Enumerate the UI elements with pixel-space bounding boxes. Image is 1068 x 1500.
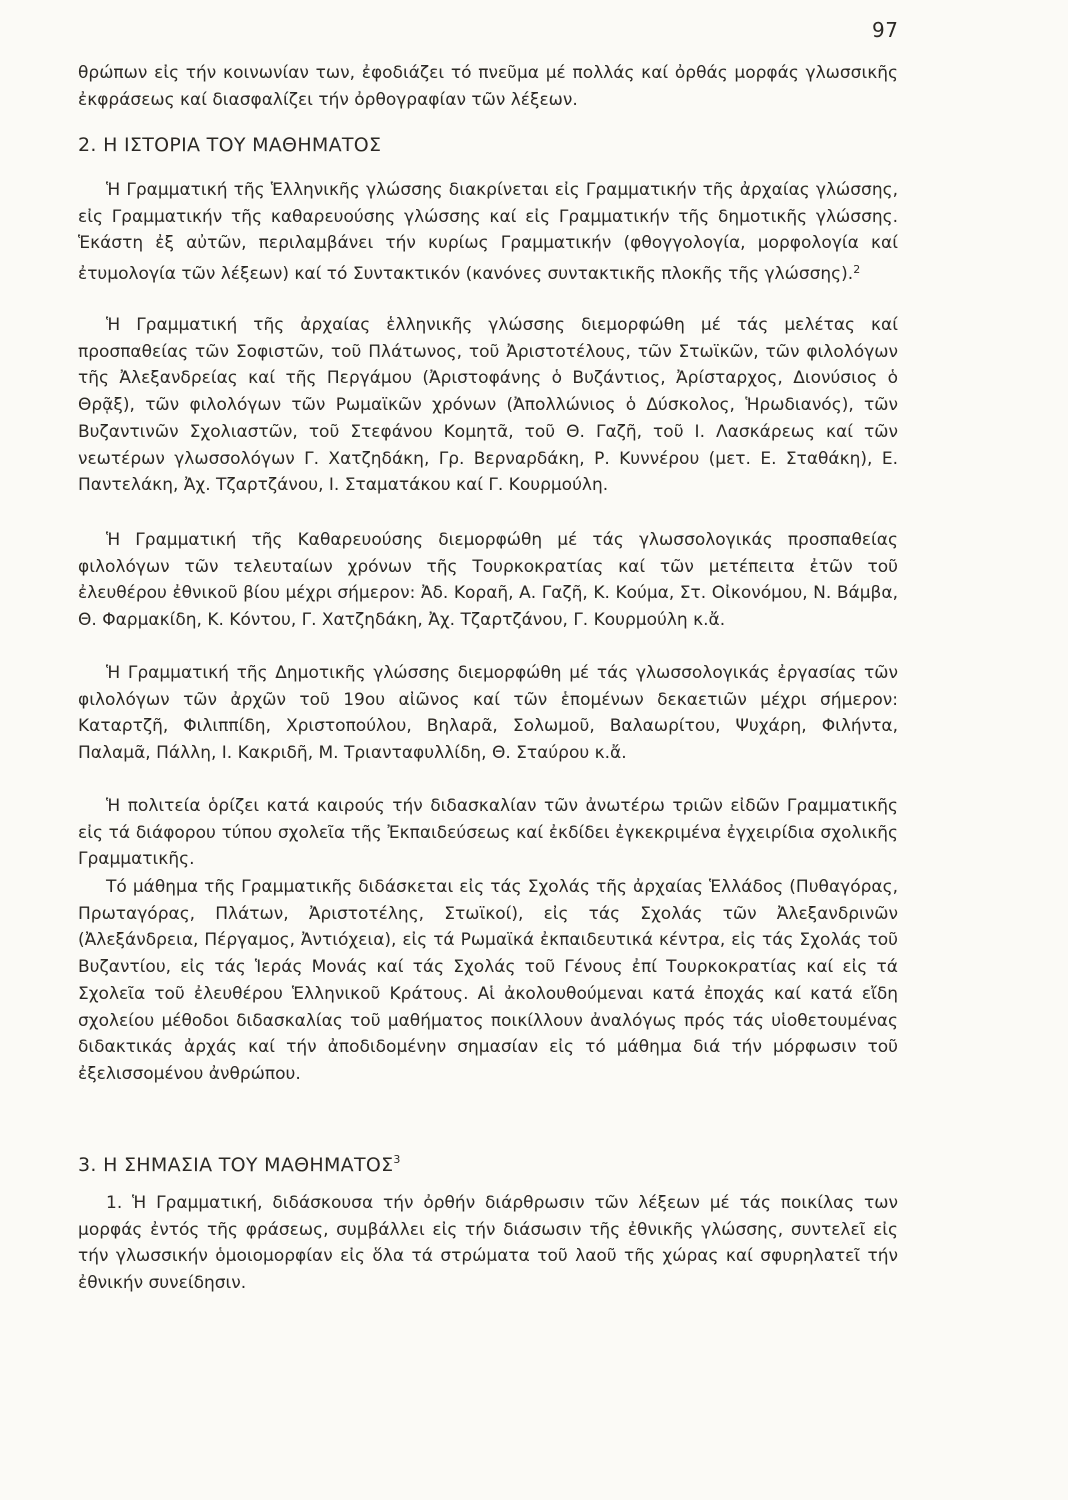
section-2-paragraph-1 xyxy=(78,177,898,288)
section-2-paragraph-5: Ἡ πολιτεία ὁρίζει κατά καιρούς τήν διδασκαλίαν τῶν ἀνωτέρω τριῶν εἰδῶν Γραμματικῆς εἰς τά διάφορου τύπου σχολεῖα τῆς Ἐκπαιδεύσεως καί ἐκδίδει ἐγκεκριμένα ἐγχειρίδια σχολικῆς Γραμματικῆς. xyxy=(78,796,898,870)
footnote-mark: 2 xyxy=(853,263,861,277)
section-2-paragraph-4: Ἡ Γραμματική τῆς Δημοτικῆς γλώσσης διεμορφώθη μέ τάς γλωσσολογικάς ἐργασίας τῶν φιλολόγων τῶν ἀρχῶν τοῦ 19ου αἰῶνος καί τῶν ἑπομένων δεκαετιῶν μέχρι σήμερον: Καταρτζῆ, Φιλιππίδη, Χριστοπούλου, Βηλαρᾶ, Σολωμοῦ, Βαλαωρίτου, Ψυχάρη, Φιλήντα, Παλαμᾶ, Πάλλη, Ι. Κακριδῆ, Μ. Τριανταφυλλίδη, Θ. Σταύρου κ.ἄ. xyxy=(78,663,898,764)
section-2-heading: 2. Η ΙΣΤΟΡΙΑ ΤΟΥ ΜΑΘΗΜΑΤΟΣ xyxy=(78,134,382,156)
section-2-paragraph-2: Ἡ Γραμματική τῆς ἀρχαίας ἑλληνικῆς γλώσσης διεμορφώθη μέ τάς μελέτας καί προσπαθείας τῶν Σοφιστῶν, τοῦ Πλάτωνος, τοῦ Ἀριστοτέλους, τῶν Στωϊκῶν, τῶν φιλολόγων τῆς Ἀλεξανδρείας καί τῆς Περγάμου (Ἀριστοφάνης ὁ Βυζάντιος, Ἀρίσταρχος, Διονύσιος ὁ Θρᾷξ), τῶν φιλολόγων τῶν Ρωμαϊκῶν χρόνων (Ἀπολλώνιος ὁ Δύσκολος, Ἡρωδιανός), τῶν Βυζαντινῶν Σχολιαστῶν, τοῦ Στεφάνου Κομητᾶ, τοῦ Θ. Γαζῆ, τοῦ Ι. Λασκάρεως καί τῶν νεωτέρων γλωσσολόγων Γ. Χατζηδάκη, Γρ. Βερναρδάκη, Ρ. Κυννέρου (μετ. Ε. Σταθάκη), Ε. Παντελάκη, Ἀχ. Τζαρτζάνου, Ι. Σταματάκου καί Γ. Κουρμούλη. xyxy=(78,315,898,496)
page-number: 97 xyxy=(872,18,899,42)
paragraph-text: Ἡ Γραμματική τῆς Ἑλληνικῆς γλώσσης διακρίνεται εἰς Γραμματικήν τῆς ἀρχαίας γλώσσης, εἰς Γραμματικήν τῆς καθαρευούσης γλώσσης καί εἰς Γραμματικήν τῆς δημοτικῆς γλώσσης. Ἑκάστη ἐξ αὐτῶν, περιλαμβάνει τήν κυρίως Γραμματικήν (φθογγολογία, μορφολογία καί ἐτυμολογία τῶν λέξεων) καί τό Συντακτικόν (κανόνες συντακτικῆς πλοκῆς τῆς γλώσσης). xyxy=(78,180,898,285)
section-3-heading-text: 3. Η ΣΗΜΑΣΙΑ ΤΟΥ ΜΑΘΗΜΑΤΟΣ xyxy=(78,1154,394,1176)
footnote-mark: 3 xyxy=(393,1153,401,1166)
section-3-paragraph-1: 1. Ἡ Γραμματική, διδάσκουσα τήν ὀρθήν διάρθρωσιν τῶν λέξεων μέ τάς ποικίλας των μορφάς ἐντός τῆς φράσεως, συμβάλλει εἰς τήν διάσωσιν τῆς ἐθνικῆς γλώσσης, συντελεῖ εἰς τήν γλωσσικήν ὁμοιομορφίαν εἰς ὅλα τά στρώματα τοῦ λαοῦ τῆς χώρας καί σφυρηλατεῖ τήν ἐθνικήν συνείδησιν. xyxy=(78,1193,898,1294)
intro-paragraph: θρώπων εἰς τήν κοινωνίαν των, ἐφοδιάζει τό πνεῦμα μέ πολλάς καί ὀρθάς μορφάς γλωσσικῆς ἐκφράσεως καί διασφαλίζει τήν ὀρθογραφίαν τῶν λέξεων. xyxy=(78,63,898,110)
section-2-paragraph-3: Ἡ Γραμματική τῆς Καθαρευούσης διεμορφώθη μέ τάς γλωσσολογικάς προσπαθείας φιλολόγων τῶν τελευταίων χρόνων τῆς Τουρκοκρατίας καί τῶν μετέπειτα ἐτῶν τοῦ ἐλευθέρου ἐθνικοῦ βίου μέχρι σήμερον: Ἀδ. Κοραῆ, Α. Γαζῆ, Κ. Κούμα, Στ. Οἰκονόμου, Ν. Βάμβα, Θ. Φαρμακίδη, Κ. Κόντου, Γ. Χατζηδάκη, Ἀχ. Τζαρτζάνου, Γ. Κουρμούλη κ.ἄ. xyxy=(78,530,898,631)
section-2-paragraph-6: Τό μάθημα τῆς Γραμματικῆς διδάσκεται εἰς τάς Σχολάς τῆς ἀρχαίας Ἑλλάδος (Πυθαγόρας, Πρωταγόρας, Πλάτων, Ἀριστοτέλης, Στωϊκοί), εἰς τάς Σχολάς τῶν Ἀλεξανδρινῶν (Ἀλεξάνδρεια, Πέργαμος, Ἀντιόχεια), εἰς τά Ρωμαϊκά ἐκπαιδευτικά κέντρα, εἰς τάς Σχολάς τοῦ Βυζαντίου, εἰς τάς Ἱεράς Μονάς καί τάς Σχολάς τοῦ Γένους ἐπί Τουρκοκρατίας καί εἰς τά Σχολεῖα τοῦ ἐλευθέρου Ἑλληνικοῦ Κράτους. Αἱ ἀκολουθούμεναι κατά ἐποχάς καί κατά εἴδη σχολείου μέθοδοι διδασκαλίας τοῦ μαθήματος ποικίλλουν ἀναλόγως πρός τάς υἱοθετουμένας διδακτικάς ἀρχάς καί τήν ἀποδιδομένην σημασίαν εἰς τό μάθημα διά τήν μόρφωσιν τοῦ ἐξελισσομένου ἀνθρώπου. xyxy=(78,877,898,1084)
section-3-heading xyxy=(78,1153,401,1176)
